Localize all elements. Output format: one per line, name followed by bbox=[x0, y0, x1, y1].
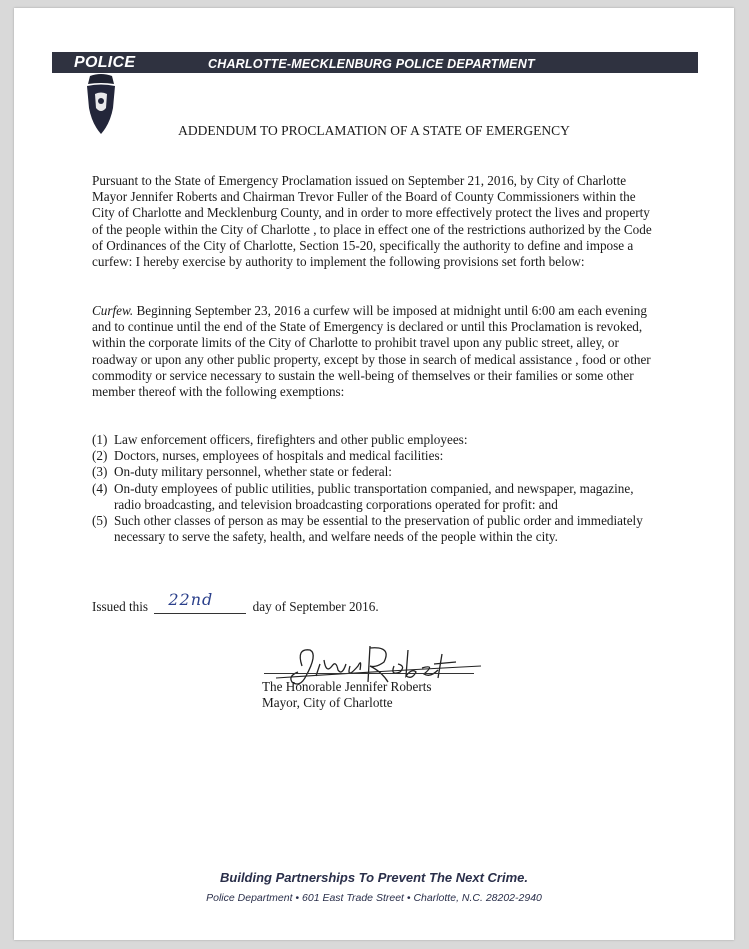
issued-line bbox=[92, 590, 379, 615]
list-number: (5) bbox=[92, 513, 108, 529]
handwritten-day: 22nd bbox=[168, 590, 214, 609]
issued-suffix: day of September 2016. bbox=[252, 599, 379, 614]
document-page bbox=[14, 8, 734, 940]
curfew-paragraph bbox=[92, 303, 652, 400]
signatory-name: The Honorable Jennifer Roberts bbox=[262, 679, 432, 694]
signature-line bbox=[264, 673, 474, 674]
list-item bbox=[92, 432, 652, 448]
signatory-block bbox=[262, 679, 432, 711]
issued-day-blank bbox=[154, 590, 246, 614]
document-title: ADDENDUM TO PROCLAMATION OF A STATE OF EMERGENCY bbox=[178, 123, 570, 138]
list-number: (3) bbox=[92, 464, 108, 480]
signatory-title: Mayor, City of Charlotte bbox=[262, 695, 393, 711]
list-item bbox=[92, 513, 652, 545]
list-item bbox=[92, 464, 652, 480]
exemptions-list bbox=[92, 432, 652, 545]
list-text: Doctors, nurses, employees of hospitals and medical facilities: bbox=[114, 448, 444, 464]
list-item bbox=[92, 448, 652, 464]
list-text: On-duty military personnel, whether state or federal: bbox=[114, 464, 392, 480]
list-number: (1) bbox=[92, 432, 108, 447]
proclamation-paragraph: Pursuant to the State of Emergency Proclamation issued on September 21, 2016, by City of Charlotte Mayor Jennifer Roberts and Chairman Trevor Fuller of the Board of County Commissioners within the City of Charlotte and Mecklenburg County, and in order to more effectively protect the lives and property of the people within the City of Charlotte , to place in effect one of the restrictions authorized by the Code of Ordinances of the City of Charlotte, Section 15-20, specifically the authority to define and impose a curfew: I hereby exercise by authority to implement the following provisions set forth below: bbox=[92, 173, 652, 270]
curfew-text: Beginning September 23, 2016 a curfew will be imposed at midnight until 6:00 am each evening and to continue until the end of the State of Emergency is declared or until this Proclamation is revoked, within the corporate limits of the City of Charlotte to prohibit travel upon any public street, alley, or roadway or upon any other public property, except by those in search of medical assistance , food or other commodity or service necessary to sustain the well-being of themselves or their families or some other member thereof with the following exemptions: bbox=[92, 303, 651, 400]
list-number: (2) bbox=[92, 448, 108, 464]
department-name: CHARLOTTE-MECKLENBURG POLICE DEPARTMENT bbox=[208, 57, 535, 71]
curfew-heading: Curfew. bbox=[92, 303, 134, 318]
police-label: POLICE bbox=[74, 54, 136, 71]
footer-motto: Building Partnerships To Prevent The Next Crime. bbox=[220, 870, 528, 885]
list-number: (4) bbox=[92, 480, 108, 496]
footer-address: Police Department • 601 East Trade Street • Charlotte, N.C. 28202-2940 bbox=[206, 892, 542, 904]
list-text: Law enforcement officers, firefighters and other public employees: bbox=[114, 432, 468, 447]
list-text: Such other classes of person as may be essential to the preservation of public order and immediately necessary to serve the safety, health, and welfare needs of the people within the city. bbox=[114, 513, 643, 545]
list-text: On-duty employees of public utilities, public transportation companied, and newspaper, magazine, radio broadcasting, and television broadcasting corporations operated for profit: and bbox=[114, 480, 634, 512]
issued-prefix: Issued this bbox=[92, 599, 149, 614]
list-item bbox=[92, 481, 652, 513]
